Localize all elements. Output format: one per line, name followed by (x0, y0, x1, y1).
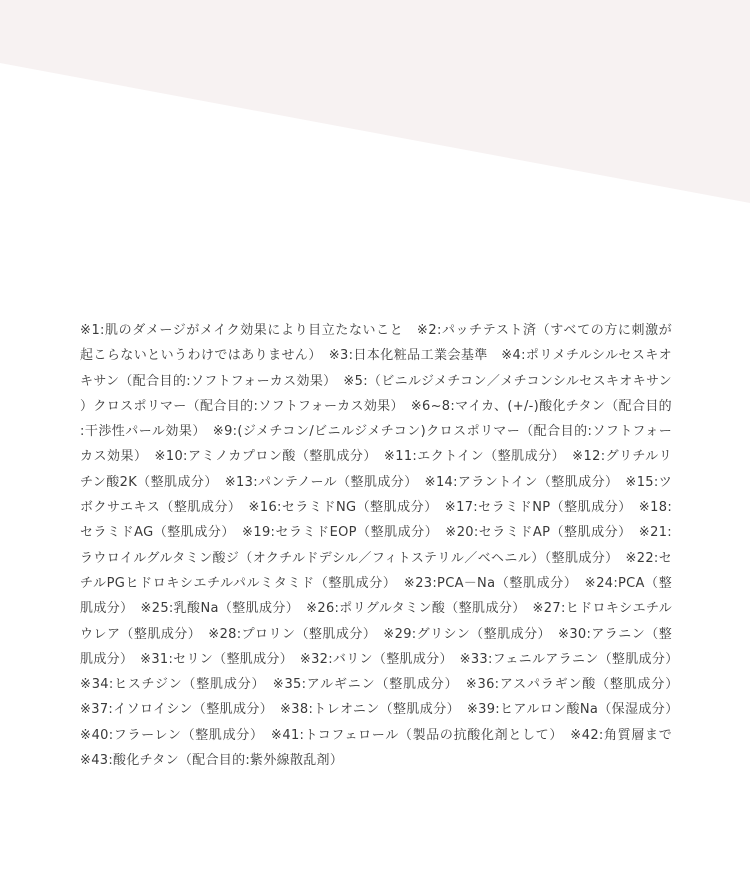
decorative-diagonal-band (0, 0, 750, 203)
decorative-corner-shape (0, 0, 750, 210)
footnotes-paragraph: ※1:肌のダメージがメイク効果により目立たないこと ※2:パッチテスト済（すべての方に刺激が起こらないというわけではありません） ※3:日本化粧品工業会基準 ※4:ポリメチルシルセスキオキサン（配合目的:ソフトフォーカス効果） ※5:（ビニルジメチコン／メチコンシルセスキオキサン）クロスポリマー（配合目的:ソフトフォーカス効果） ※6~8:マイカ、(+/-)酸化チタン（配合目的:干渉性パール効果） ※9:(ジメチコン/ビニルジメチコン)クロスポリマー（配合目的:ソフトフォーカス効果） ※10:アミノカプロン酸（整肌成分） ※11:エクトイン（整肌成分） ※12:グリチルリチン酸2K（整肌成分） ※13:パンテノール（整肌成分） ※14:アラントイン（整肌成分） ※15:ツボクサエキス（整肌成分） ※16:セラミドNG（整肌成分） ※17:セラミドNP（整肌成分） ※18:セラミドAG（整肌成分） ※19:セラミドEOP（整肌成分） ※20:セラミドAP（整肌成分） ※21:ラウロイルグルタミン酸ジ（オクチルドデシル／フィトステリル／ベヘニル）（整肌成分） ※22:セチルPGヒドロキシエチルパルミタミド（整肌成分） ※23:PCA－Na（整肌成分） ※24:PCA（整肌成分） ※25:乳酸Na（整肌成分） ※26:ポリグルタミン酸（整肌成分） ※27:ヒドロキシエチルウレア（整肌成分） ※28:プロリン（整肌成分） ※29:グリシン（整肌成分） ※30:アラニン（整肌成分） ※31:セリン（整肌成分） ※32:バリン（整肌成分） ※33:フェニルアラニン（整肌成分） ※34:ヒスチジン（整肌成分） ※35:アルギニン（整肌成分） ※36:アスパラギン酸（整肌成分） ※37:イソロイシン（整肌成分） ※38:トレオニン（整肌成分） ※39:ヒアルロン酸Na（保湿成分） ※40:フラーレン（整肌成分） ※41:トコフェロール（製品の抗酸化剤として） ※42:角質層まで ※43:酸化チタン（配合目的:紫外線散乱剤） (80, 323, 686, 769)
